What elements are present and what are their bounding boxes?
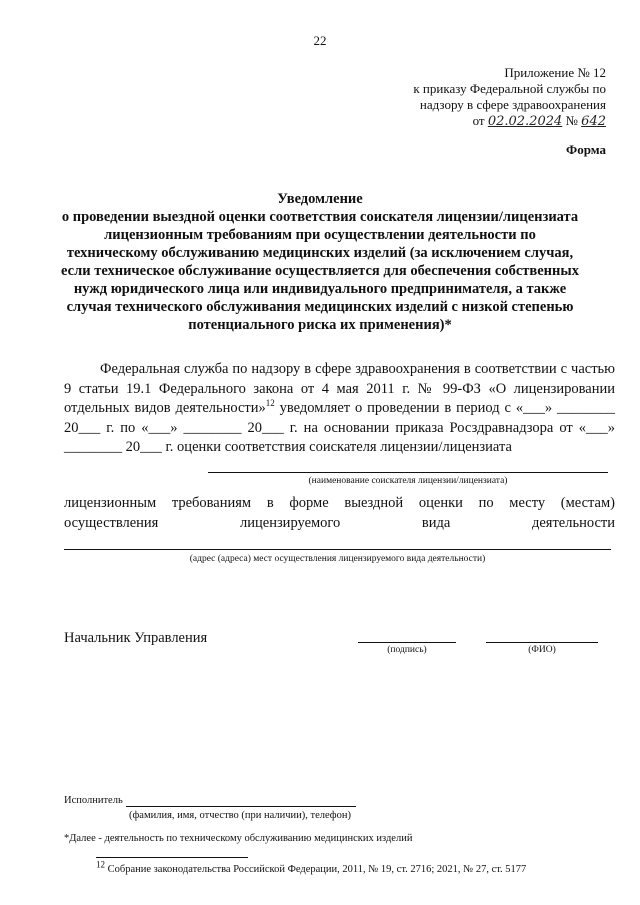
form-label: Форма [566,142,606,157]
p1-start: Федеральная служба по надзору в сфере здравоохранения в соответствии с частью 9 статьи 19.1 Федерального закона от 4 мая 2011 г. № 99-ФЗ «О лицензировании отдельных видов деятельности» [64,361,615,416]
footnote-divider [96,857,248,858]
paragraph-1 [64,360,615,458]
handwritten-number: 642 [581,114,606,129]
handwritten-date: 02.02.2024 [487,114,563,129]
title-line-1: Уведомление [277,191,363,207]
executor-label: Исполнитель [64,795,123,806]
paragraph-2: лицензионным требованиям в форме выездной оценки по месту (местам) осуществления лицензируемого вида деятельности [64,495,615,531]
footnote-star: *Далее - деятельность по техническому обслуживанию медицинских изделий [64,833,413,844]
title-rest: о проведении выездной оценки соответствия соискателя лицензии/лицензиата лицензионным требованиям при осуществлении деятельности по техническому обслуживанию медицинских изделий (за исключением случая, если техническое обслуживание осуществляется для обеспечения собственных нужд юридического лица или индивидуального предпринимателя, а также случая технического обслуживания медицинских изделий с низкой степенью потенциального риска их применения)* [61,209,579,333]
number-prefix: № [565,113,578,128]
footnote-ref-12: 12 [265,398,275,409]
caption-executor: (фамилия, имя, отчество (при наличии), телефон) [129,810,351,821]
address-line[interactable] [64,548,611,550]
appendix-line-1: Приложение № 12 [504,65,606,80]
page-number: 22 [313,33,327,48]
executor-line[interactable] [126,805,356,807]
appendix-header [346,65,606,130]
footnote-12 [96,859,527,875]
licensee-name-line[interactable] [208,471,608,473]
date-prefix: от [472,113,485,128]
signature-position: Начальник Управления [64,630,208,646]
appendix-date-line [346,113,606,130]
fio-line[interactable] [486,641,598,643]
footnote-12-text: Собрание законодательства Российской Федерации, 2011, № 19, ст. 2716; 2021, № 27, ст. 5177 [107,864,527,875]
footnote-12-number: 12 [96,859,105,870]
caption-address: (адрес (адреса) мест осуществления лицензируемого вида деятельности) [189,554,486,564]
p1-mid: уведомляет о проведении в период с «___» ________ 20___ г. по «___» ________ 20___ г. на основании приказа Росздравнадзора от «___» ________ 20___ г. оценки соответствия соискателя лицензии/лицензиата [64,400,615,455]
caption-licensee: (наименование соискателя лицензии/лицензиата) [308,476,508,486]
caption-sign: (подпись) [387,645,427,655]
document-title [60,190,580,334]
signature-line[interactable] [358,641,456,643]
appendix-line-3: надзору в сфере здравоохранения [419,97,606,112]
caption-fio: (ФИО) [528,645,556,655]
appendix-line-2: к приказу Федеральной службы по [413,81,606,96]
